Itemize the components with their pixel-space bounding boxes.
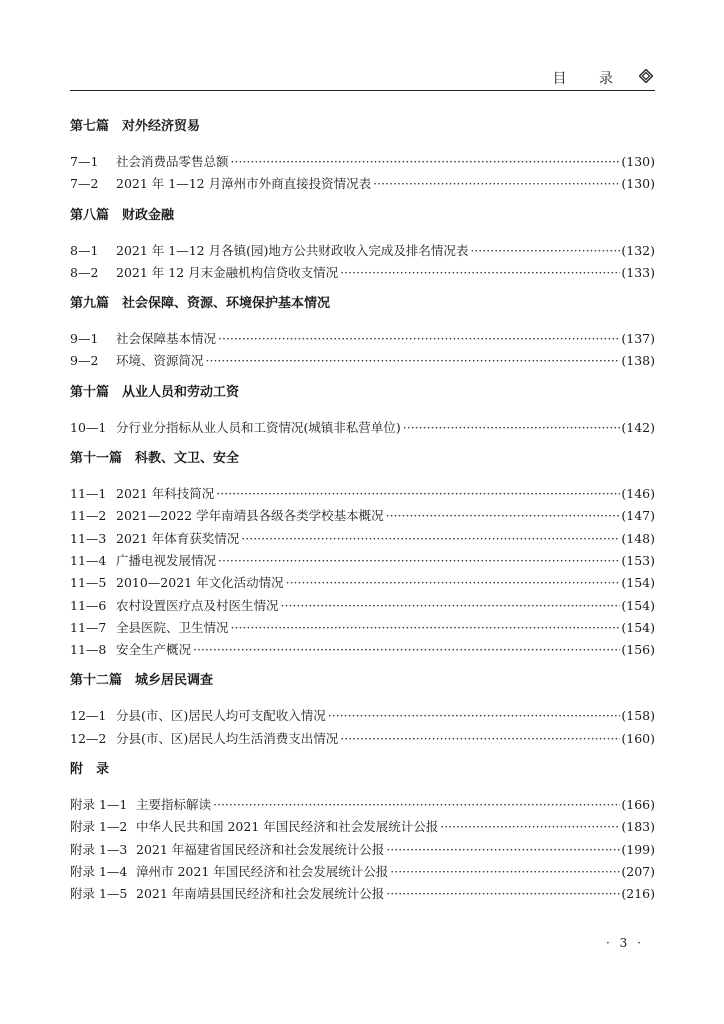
- entry-page-number: (154): [621, 619, 655, 635]
- dot-leader: [218, 550, 620, 572]
- entry-title: 2021 年 1—12 月各镇(园)地方公共财政收入完成及排名情况表: [116, 242, 469, 258]
- entry-title: 2021 年南靖县国民经济和社会发展统计公报: [136, 886, 385, 902]
- entry-page-number: (154): [621, 575, 655, 591]
- toc-section: [70, 117, 655, 196]
- diamond-ornament-icon: [639, 69, 653, 83]
- entry-number: 11—4: [70, 552, 107, 568]
- toc-entry[interactable]: [70, 173, 655, 195]
- dot-leader: [213, 794, 620, 816]
- entry-title: 分县(市、区)居民人均可支配收入情况: [116, 708, 326, 724]
- toc-entry[interactable]: [70, 617, 655, 639]
- entry-page-number: (132): [621, 242, 655, 258]
- entry-title: 社会消费品零售总额: [116, 154, 229, 169]
- entry-page-number: (147): [621, 508, 655, 524]
- dot-leader: [403, 417, 621, 439]
- entry-page-number: (137): [621, 331, 655, 347]
- entry-title: 全县医院、卫生情况: [116, 619, 229, 635]
- toc-entry[interactable]: [70, 505, 655, 527]
- dot-leader: [206, 350, 621, 372]
- entry-title: 2021—2022 学年南靖县各级各类学校基本概况: [116, 508, 384, 524]
- entry-page-number: (160): [621, 730, 655, 746]
- entry-page-number: (148): [621, 530, 655, 546]
- entry-title: 2021 年福建省国民经济和社会发展统计公报: [136, 841, 385, 857]
- toc-entry[interactable]: [70, 572, 655, 594]
- entry-number: 11—2: [70, 508, 107, 524]
- entry-number: 9—2: [70, 353, 99, 369]
- toc-entry[interactable]: [70, 794, 655, 816]
- entry-number: 12—2: [70, 730, 107, 746]
- entry-title: 2010—2021 年文化活动情况: [116, 575, 284, 591]
- entry-page-number: (130): [621, 154, 655, 169]
- dot-leader: [373, 173, 620, 195]
- entry-number: 7—2: [70, 176, 99, 192]
- entry-page-number: (154): [621, 597, 655, 613]
- entry-title: 分县(市、区)居民人均生活消费支出情况: [116, 730, 339, 746]
- toc-entry[interactable]: [70, 528, 655, 550]
- entry-number: 11—6: [70, 597, 107, 613]
- entry-number: 8—1: [70, 242, 99, 258]
- dot-leader: [340, 262, 620, 284]
- toc-entry[interactable]: [70, 728, 655, 750]
- toc-section: [70, 383, 655, 439]
- toc-section: [70, 671, 655, 750]
- entry-title: 农村设置医疗点及村医生情况: [116, 597, 279, 613]
- entry-page-number: (158): [621, 708, 655, 724]
- dot-leader: [286, 572, 621, 594]
- entry-title: 2021 年 12 月末金融机构信贷收支情况: [116, 264, 339, 280]
- entry-title: 分行业分指标从业人员和工资情况(城镇非私营单位): [116, 419, 401, 435]
- entry-page-number: (153): [621, 552, 655, 568]
- toc-entry[interactable]: [70, 262, 655, 284]
- entry-number: 11—1: [70, 486, 107, 502]
- entry-page-number: (199): [621, 841, 655, 857]
- toc-entry[interactable]: [70, 483, 655, 505]
- entry-title: 广播电视发展情况: [116, 552, 217, 568]
- toc-entry[interactable]: [70, 350, 655, 372]
- entry-title: 2021 年 1—12 月漳州市外商直接投资情况表: [116, 176, 372, 192]
- entry-number: 11—7: [70, 619, 107, 635]
- entry-title: 主要指标解读: [136, 797, 212, 813]
- entry-number: 11—8: [70, 642, 107, 658]
- dot-leader: [241, 528, 620, 550]
- entry-number: 附录 1—2: [70, 819, 128, 835]
- toc-entry[interactable]: [70, 639, 655, 661]
- dot-leader: [216, 483, 620, 505]
- entry-number: 10—1: [70, 419, 107, 435]
- entry-number: 附录 1—4: [70, 863, 128, 879]
- dot-leader: [386, 883, 620, 905]
- toc-entry[interactable]: [70, 240, 655, 262]
- entry-page-number: (130): [621, 176, 655, 192]
- entry-title: 漳州市 2021 年国民经济和社会发展统计公报: [136, 863, 389, 879]
- dot-leader: [470, 240, 620, 262]
- toc-section: [70, 449, 655, 661]
- page-number: · 3 ·: [606, 936, 644, 950]
- dot-leader: [390, 861, 620, 883]
- toc-entry[interactable]: [70, 839, 655, 861]
- dot-leader: [386, 839, 620, 861]
- entry-page-number: (133): [621, 264, 655, 280]
- toc-section: [70, 294, 655, 373]
- entry-number: 11—3: [70, 530, 107, 546]
- toc-section: [70, 206, 655, 285]
- toc-entry[interactable]: [70, 861, 655, 883]
- entry-title: 2021 年科技简况: [116, 486, 215, 502]
- entry-page-number: (146): [621, 486, 655, 502]
- toc-entry[interactable]: [70, 328, 655, 350]
- entry-page-number: (156): [621, 642, 655, 658]
- section-title: 第十一篇 科教、文卫、安全: [70, 451, 240, 467]
- entry-number: 附录 1—3: [70, 841, 128, 857]
- toc-entry[interactable]: [70, 550, 655, 572]
- entry-page-number: (183): [621, 819, 655, 835]
- entry-page-number: (138): [621, 353, 655, 369]
- toc-entry[interactable]: [70, 595, 655, 617]
- running-header: [70, 64, 655, 91]
- toc-entry[interactable]: [70, 417, 655, 439]
- section-title: 第七篇 对外经济贸易: [70, 119, 201, 134]
- entry-number: 附录 1—1: [70, 797, 128, 813]
- section-title: 第十二篇 城乡居民调查: [70, 673, 214, 689]
- section-title: 第八篇 财政金融: [70, 207, 175, 223]
- entry-page-number: (142): [621, 419, 655, 435]
- header-title: 目 录: [552, 71, 627, 87]
- dot-leader: [231, 151, 621, 173]
- entry-page-number: (216): [621, 886, 655, 902]
- entry-number: 8—2: [70, 264, 99, 280]
- dot-leader: [340, 728, 620, 750]
- entry-title: 环境、资源简况: [116, 353, 204, 369]
- toc-entry[interactable]: [70, 816, 655, 838]
- section-title: 第十篇 从业人员和劳动工资: [70, 384, 240, 400]
- entry-title: 2021 年体育获奖情况: [116, 530, 240, 546]
- entry-number: 附录 1—5: [70, 886, 128, 902]
- dot-leader: [386, 505, 621, 527]
- entry-page-number: (166): [621, 797, 655, 813]
- entry-page-number: (207): [621, 863, 655, 879]
- section-title: 第九篇 社会保障、资源、环境保护基本情况: [70, 296, 331, 312]
- entry-title: 社会保障基本情况: [116, 331, 217, 347]
- toc-section: [70, 760, 655, 905]
- entry-title: 中华人民共和国 2021 年国民经济和社会发展统计公报: [136, 819, 439, 835]
- toc-entry[interactable]: [70, 705, 655, 727]
- entry-number: 7—1: [70, 154, 99, 169]
- toc-entry[interactable]: [70, 883, 655, 905]
- dot-leader: [218, 328, 620, 350]
- section-title: 附 录: [70, 762, 110, 778]
- entry-number: 12—1: [70, 708, 107, 724]
- entry-title: 安全生产概况: [116, 642, 192, 658]
- entry-number: 11—5: [70, 575, 107, 591]
- dot-leader: [328, 705, 621, 727]
- toc-entry[interactable]: [70, 151, 655, 173]
- dot-leader: [281, 595, 621, 617]
- entry-number: 9—1: [70, 331, 99, 347]
- dot-leader: [440, 816, 620, 838]
- table-of-contents: [70, 117, 655, 906]
- dot-leader: [193, 639, 620, 661]
- dot-leader: [231, 617, 621, 639]
